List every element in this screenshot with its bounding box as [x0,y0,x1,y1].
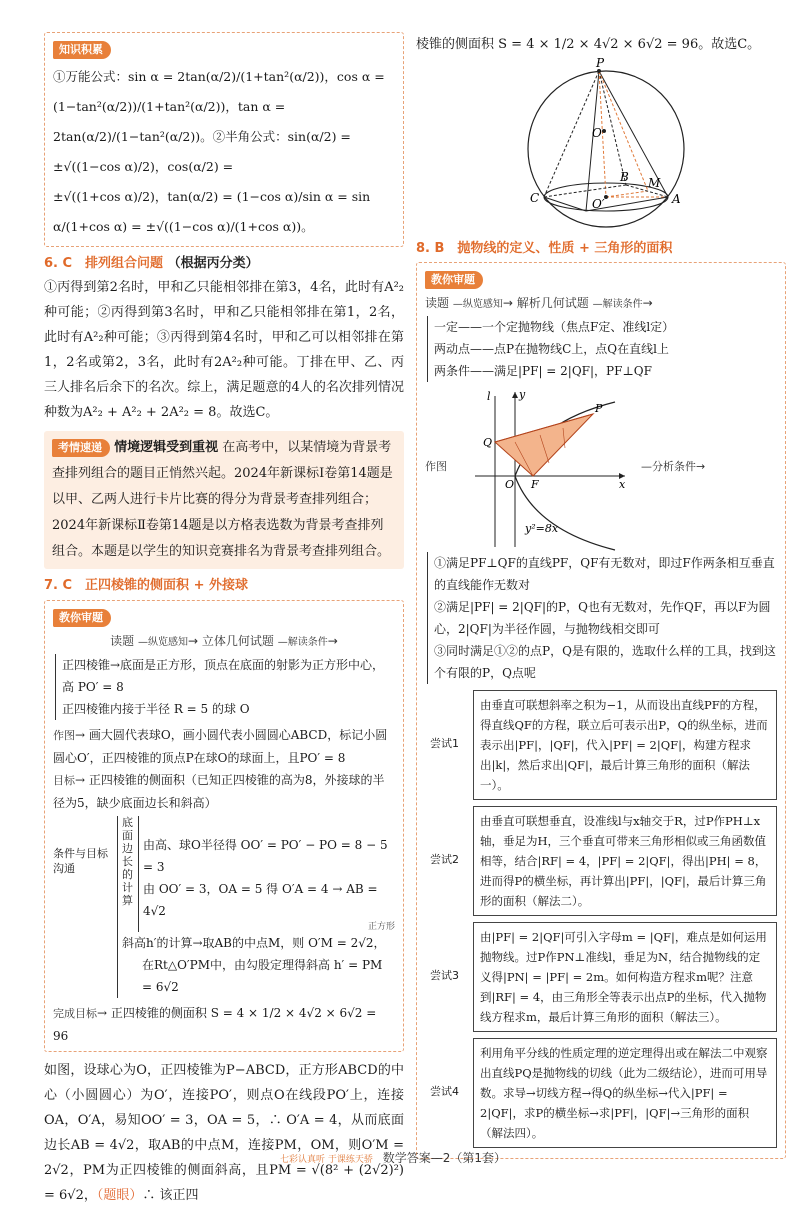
q8-cond-2: 两动点——点P在抛物线C上，点Q在直线l上 [434,341,669,356]
q8-analyze-label: 分析条件 [652,460,696,474]
q7-eye-mark: （题眼） [96,1187,143,1203]
q8-cond-1: 一定——一个定抛物线（焦点F定、准线l定） [434,319,675,334]
footer-text: 数学答案—2（第1套） [382,1151,506,1165]
try-4-label: 尝试4 [430,1084,459,1098]
q8-analysis-3: ③同时满足①②的点P，Q是有限的，选取什么样的工具，找到这个有限的P，Q点呢 [434,643,776,680]
q7-cond: 解读条件 [287,636,328,648]
q7-calc-block [53,816,395,998]
try-2 [430,806,777,916]
q6-subtitle: （根据丙分类） [167,255,259,271]
q8-review-box [416,262,786,1159]
q8-cond: 解读条件 [602,298,643,310]
point-o [602,129,606,133]
knowledge-line-3: ±√((1+cos α)/2)，tan(α/2) = (1−cos α)/sin α = sin α/(1+cos α) = ±√((1−cos α)/(1+cos α))。 [53,188,371,234]
q7-finish-text: 正四棱锥的侧面积 S = 4 × 1/2 × 4√2 × 6√2 = 96 [53,1005,377,1043]
try-4 [430,1038,777,1148]
q7-finish-label: 完成目标 [53,1006,97,1020]
triangle-pqf [495,414,593,476]
try-3-label: 尝试3 [430,968,459,982]
q7-type: 立体几何试题 [201,633,274,648]
q7-cond-goal: 条件与目标沟通 [53,846,108,875]
q7-calc-lines [138,816,395,932]
q7-base-calc [122,816,395,932]
q6-heading [44,253,404,276]
graph-label-q: Q [483,435,493,449]
q8-graph-row [425,382,777,552]
left-column [44,32,404,1208]
label-m: M [648,176,661,190]
knowledge-line-1: ①万能公式：sin α = 2tan(α/2)/(1+tan²(α/2))，cos α = (1−tan²(α/2))/(1+tan²(α/2))，tan α = [53,68,385,114]
label-p: P [596,56,605,70]
edge-pc [544,71,599,197]
label-o: O [592,126,602,140]
q7-read: 读题 [110,633,135,648]
q7-continued: 棱锥的侧面积 S = 4 × 1/2 × 4√2 × 6√2 = 96。故选C。 [416,37,761,52]
graph-label-p: P [595,401,603,415]
knowledge-tag: 知识积累 [53,41,111,59]
q7-cond-2: 正四棱锥内接于半径 R = 5 的球 O [62,701,250,716]
q8-analyze: —分析条件→ [641,460,706,474]
q7-calc-2: 由 OO′ = 3，OA = 5 得 O′A = 4 → AB = 4√2 [143,881,378,918]
try-3 [430,922,777,1032]
base-cb [544,185,626,197]
try-2-text: 由垂直可联想垂直，设准线l与x轴交于R，过P作PH⊥x轴，垂足为H，三个垂直可带来三角形相似或三角函数值相等，结合|RF| = 4，|PF| = 2|QF|，得出|PH| = 8，进而得P的横坐标，再计算出|PF|，|QF|，最后计算三角形的面积（解法二）。 [480,813,767,908]
q6-title: 6. C 排列组合问题 [44,255,164,271]
q7-draw-label: 作图 [53,728,75,742]
right-column [416,32,786,1159]
graph-label-x: x [619,477,626,491]
q8-draw-label: 作图 [425,460,447,474]
q7-calc-content [117,816,395,998]
q7-solution [44,1058,404,1208]
try-1 [430,690,777,800]
label-b: B [620,170,629,184]
q6-body: ①丙得到第2名时，甲和乙只能相邻排在第3，4名，此时有A²₂种可能；②丙得到第3名时，甲和乙只能相邻排在第1，2名，此时有A²₂种可能；③丙得到第4名时，甲和乙可以相邻排在第1，2名或第2，3名，此时有2A²₂种可能。丁排在甲、乙、丙三人排名后余下的名次。综上，满足题意的4人的名次排列情况种数为A²₂ + A²₂ + 2A²₂ = 8。故选C。 [44,280,404,421]
exam-trend-box [44,431,404,569]
graph-label-o: O [505,477,515,491]
q7-draw: 作图→ 画大圆代表球O，画小圆代表小圆圆心ABCD，标记小圆圆心O′，正四棱锥的顶点P在球O的球面上，且PO′ = 8 [53,727,388,765]
sphere-pyramid-figure [416,57,786,227]
point-o-prime [604,195,608,199]
q7-solution-text: 如图，设球心为O，正四棱锥为P−ABCD，正方形ABCD的中心（小圆圆心）为O′，连接PO′，则点O在线段PO′上，连接OA，O′A，易知OO′ = 3，OA = 5，∴ O′A = 4，从而底面边长AB = 4√2，取AB的中点M，连接PM，OM，则O′M = 2√2，PM为正四棱锥的侧面斜高，且PM = √(8² + (2√2)²) = 6√2， [44,1062,404,1203]
q8-analysis-1: ①满足PF⊥QF的直线PF，QF有无数对，即过F作两条相互垂直的直线能作无数对 [434,555,775,592]
y-axis-arrow [512,392,518,398]
exam-trend-tag: 考情速递 [52,439,110,457]
label-c: C [530,191,540,205]
q7-review-box [44,600,404,1052]
q7-goal: 目标→ 正四棱锥的侧面积（已知正四棱锥的高为8，外接球的半径为5，缺少底面边长和斜高） [53,772,385,810]
footer-brand: 七彩认真听 于课练天骄 [280,1155,373,1165]
q7-review-tag: 教你审题 [53,609,111,627]
q8-overview: 纵览感知 [462,298,503,310]
q7-solution-end: ∴ 该正四 [142,1187,199,1203]
q8-tries [425,690,777,1148]
q7-slant-2: 在Rt△O′PM中，由勾股定理得斜高 h′ = PM = 6√2 [142,957,383,994]
label-o-prime: O′ [592,197,605,211]
q8-analysis [427,552,777,684]
try-2-label: 尝试2 [430,852,459,866]
q7-goal-label: 目标 [53,773,75,787]
q7-heading: 7. C 正四棱锥的侧面积 + 外接球 [44,578,248,594]
graph-label-y: y [519,387,526,401]
knowledge-box [44,32,404,247]
q7-goal-text: 正四棱锥的侧面积（已知正四棱锥的高为8，外接球的半径为5，缺少底面边长和斜高） [53,772,385,810]
parabola-graph [465,382,635,552]
knowledge-line-2: 2tan(α/2)/(1−tan²(α/2))。②半角公式：sin(α/2) = ±√((1−cos α)/2)，cos(α/2) = [53,128,351,174]
q7-draw-text: 画大圆代表球O，画小圆代表小圆圆心ABCD，标记小圆圆心O′，正四棱锥的顶点P在球O的球面上，且PO′ = 8 [53,727,388,765]
exam-trend-title: 情境逻辑受到重视 [114,440,219,456]
graph-label-f: F [531,477,539,491]
q7-finish: 完成目标→ 正四棱锥的侧面积 S = 4 × 1/2 × 4√2 × 6√2 = 96 [53,1005,377,1043]
q7-read-flow: 读题 —纵览感知→ 立体几何试题 —解读条件→ [110,633,338,648]
label-a: A [672,192,681,206]
segment-om [606,191,648,197]
q8-review-tag: 教你审题 [425,271,483,289]
q8-cond-3: 两条件——满足|PF| = 2|QF|，PF⊥QF [434,363,652,378]
q8-type: 解析几何试题 [516,295,589,310]
q7-cond-1: 正四棱锥→底面是正方形，顶点在底面的射影为正方形中心，高 PO′ = 8 [62,657,385,694]
try-3-text: 由|PF| = 2|QF|可引入字母m = |QF|，难点是如何运用抛物线。过P作PN⊥准线l，垂足为N，结合抛物线的定义得|PN| = |PF| = 2m。如何构造方程求m呢？注意到|RF| = 4，由三角形全等表示出点P的坐标，代入抛物线方程求m，最后计算三角形的面积（解法三）。 [480,929,767,1024]
q7-square-note: 正方形 [367,921,395,932]
q8-analysis-2: ②满足|PF| = 2|QF|的P，Q也有无数对，先作QF，再以F为圆心，2|QF|为半径作圆，与抛物线相交即可 [434,599,771,636]
edge-pd [586,71,599,211]
graph-label-equation: y²=8x [525,521,559,535]
q7-slant: 斜高h′的计算→取AB的中点M，则 O′M = 2√2， [122,935,386,950]
q7-conditions [55,654,395,720]
page-footer [280,1148,506,1169]
q8-conditions [427,316,777,382]
q8-read: 读题 [425,295,450,310]
try-1-label: 尝试1 [430,736,459,750]
q7-calc-label: 底面边长的计算 [122,815,133,907]
exam-trend-body: 在高考中，以某情境为背景考查排列组合的题目正悄然兴起。2024年新课标Ⅰ卷第14题是以甲、乙两人进行卡片比赛的得分为背景考查排列组合；2024年新课标Ⅱ卷第14题是以方格表选数为背景考查排列组合。本题是以学生的知识竞赛排名为背景考查排列组合。 [52,440,393,560]
q7-overview: 纵览感知 [148,636,189,648]
q8-read-flow: 读题 —纵览感知→ 解析几何试题 —解读条件→ [425,295,653,310]
q8-heading: 8. B 抛物线的定义、性质 + 三角形的面积 [416,240,673,256]
q7-calc-1: 由高、球O半径得 OO′ = PO′ − PO = 8 − 5 = 3 [143,837,388,874]
try-1-text: 由垂直可联想斜率之积为−1，从而设出直线PF的方程，得直线QF的方程，联立后可表示出P，Q的纵坐标，进而表示出|PF|，|QF|，代入|PF| = 2|QF|，构建方程求出|k|，然后求出|QF|，最后计算三角形的面积（解法一）。 [480,697,768,792]
graph-label-l: l [487,389,491,403]
try-4-text: 利用角平分线的性质定理的逆定理得出或在解法二中观察出直线PQ是抛物线的切线（此为二级结论），进而可用导数。求导→切线方程→得Q的纵坐标→代入|PF| = 2|QF|，求P的横坐标→求|PF|，|QF|→三角形的面积（解法四）。 [480,1045,768,1140]
